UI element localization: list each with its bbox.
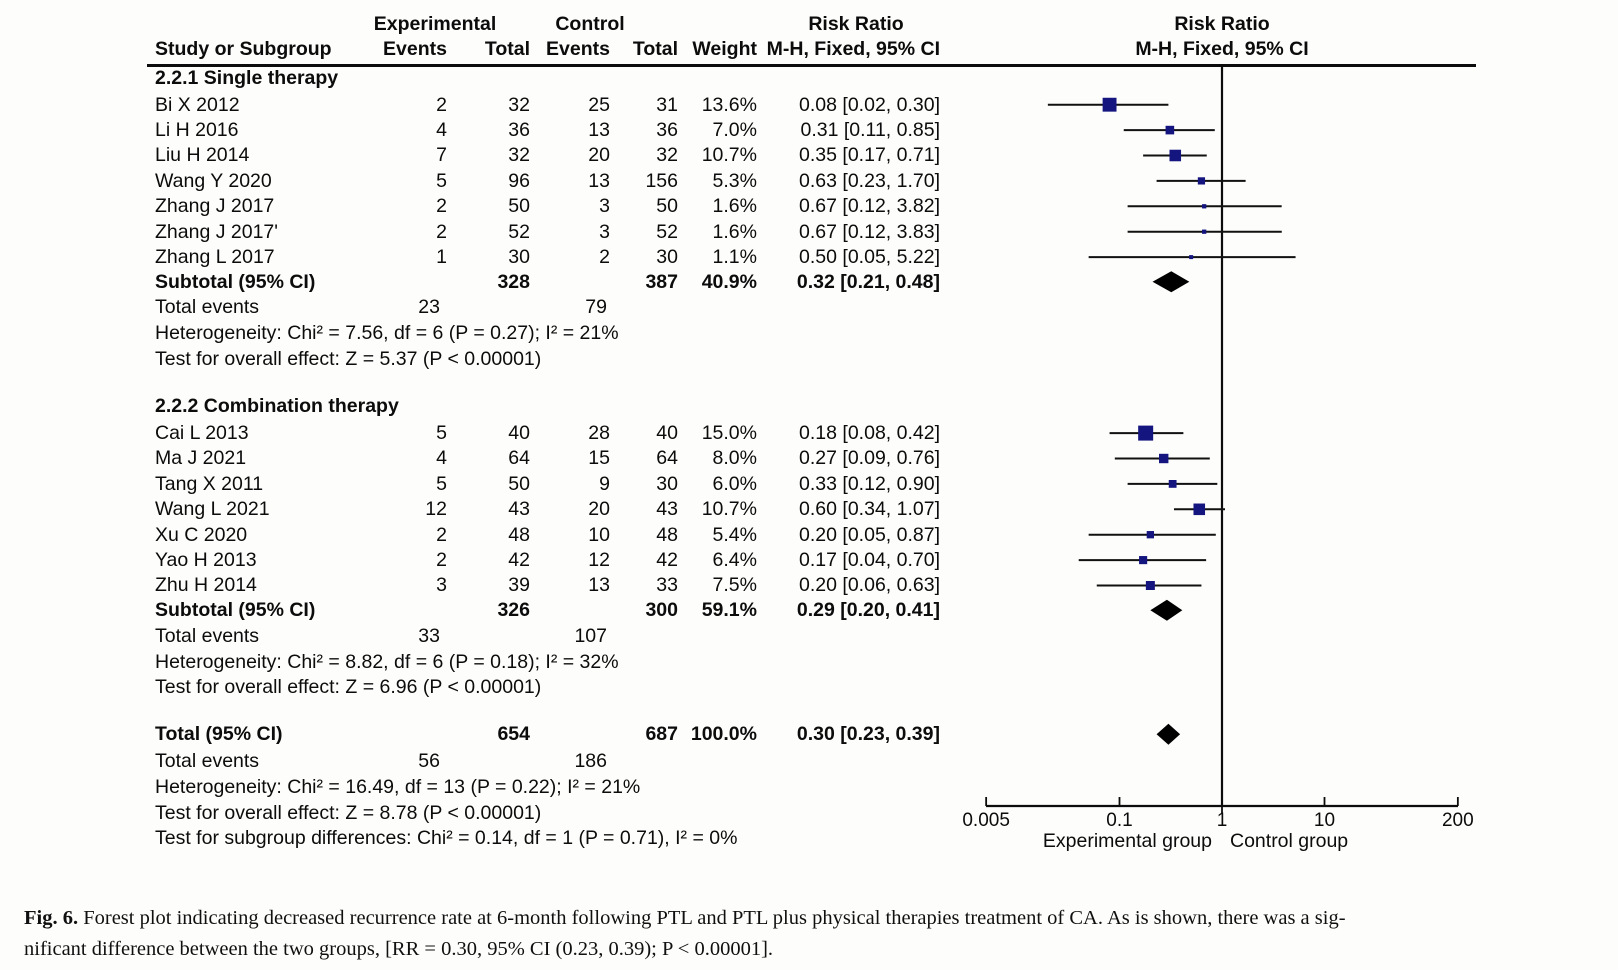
risk-ratio-cell: 0.20 [0.05, 0.87]	[799, 523, 940, 546]
ctrl-events-cell: 3	[599, 195, 610, 218]
ctrl-events-cell: 12	[588, 548, 610, 571]
ctrl-events-cell: 20	[588, 498, 610, 521]
ctrl-events-cell: 10	[588, 523, 610, 546]
exp-total-cell: 36	[508, 119, 530, 142]
risk-ratio-cell: 0.31 [0.11, 0.85]	[800, 119, 940, 142]
study-row	[0, 92, 1618, 117]
axis-label-experimental-group: Experimental group	[1042, 830, 1212, 852]
subgroup-name: 2.2.2 Combination therapy	[155, 395, 399, 418]
ctrl-total-cell: 50	[656, 195, 678, 218]
total-events-row	[0, 622, 1618, 649]
risk-ratio-cell: 0.35 [0.17, 0.71]	[799, 144, 940, 167]
study-row	[0, 143, 1618, 168]
exp-events-cell: 12	[425, 498, 447, 521]
spacer-row	[0, 371, 1618, 392]
exp-events-cell: 2	[436, 195, 447, 218]
study-label: Zhang J 2017	[155, 195, 275, 218]
exp-total-cell: 48	[508, 523, 530, 546]
plot-header-method: M-H, Fixed, 95% CI	[1135, 38, 1309, 60]
total-events-experimental: 23	[418, 296, 440, 319]
total-events-row	[0, 294, 1618, 321]
ctrl-total-cell: 64	[656, 447, 678, 470]
subgroup-name: 2.2.1 Single therapy	[155, 67, 339, 89]
exp-total-cell: 42	[508, 548, 530, 571]
exp-total-cell: 50	[508, 195, 530, 218]
weight-cell: 40.9%	[701, 270, 757, 293]
study-row	[0, 547, 1618, 572]
weight-cell: 6.4%	[712, 548, 757, 571]
study-label: Zhang J 2017'	[155, 220, 278, 243]
exp-total-cell: 32	[508, 93, 530, 116]
exp-total-cell: 328	[497, 270, 530, 293]
study-row	[0, 522, 1618, 547]
risk-ratio-cell: 0.08 [0.02, 0.30]	[799, 93, 940, 116]
weight-cell: 7.0%	[712, 119, 757, 142]
weight-cell: 100.0%	[690, 723, 757, 746]
ctrl-total-cell: 48	[656, 523, 678, 546]
exp-total-cell: 43	[508, 498, 530, 521]
exp-events-cell: 2	[436, 548, 447, 571]
axis-tick-label: 1	[1216, 810, 1228, 831]
col-header-study: Study or Subgroup	[155, 38, 332, 60]
ctrl-total-cell: 300	[645, 599, 678, 622]
ctrl-events-cell: 3	[599, 220, 610, 243]
risk-ratio-cell: 0.32 [0.21, 0.48]	[796, 270, 940, 293]
total-events-experimental: 33	[418, 624, 440, 647]
col-header-risk-ratio: Risk Ratio	[808, 13, 904, 35]
total-row	[0, 721, 1618, 748]
ctrl-total-cell: 687	[645, 723, 678, 746]
study-label: Ma J 2021	[155, 447, 247, 470]
study-row	[0, 471, 1618, 496]
study-row	[0, 497, 1618, 522]
heterogeneity-note	[0, 321, 1618, 346]
ctrl-events-cell: 13	[588, 169, 610, 192]
weight-cell: 7.5%	[712, 574, 757, 597]
study-label: Zhang L 2017	[155, 246, 275, 269]
risk-ratio-cell: 0.20 [0.06, 0.63]	[799, 574, 940, 597]
exp-total-cell: 64	[508, 447, 530, 470]
study-label: Wang L 2021	[155, 498, 270, 521]
col-header-control: Control	[555, 13, 625, 35]
figure-caption	[24, 903, 1596, 965]
risk-ratio-cell: 0.17 [0.04, 0.70]	[799, 548, 940, 571]
risk-ratio-cell: 0.29 [0.20, 0.41]	[796, 599, 940, 622]
exp-total-cell: 40	[508, 422, 530, 445]
exp-total-cell: 32	[508, 144, 530, 167]
heterogeneity-note	[0, 775, 1618, 800]
ctrl-events-cell: 9	[599, 472, 610, 495]
total-events-label: Total events	[155, 750, 260, 773]
ctrl-events-cell: 13	[588, 574, 610, 597]
weight-cell: 10.7%	[701, 144, 757, 167]
ctrl-total-cell: 42	[656, 548, 678, 571]
exp-total-cell: 52	[508, 220, 530, 243]
ctrl-total-cell: 31	[656, 93, 678, 116]
weight-cell: 10.7%	[701, 498, 757, 521]
study-row	[0, 244, 1618, 269]
overall-effect-note-text: Test for overall effect: Z = 8.78 (P < 0.00001)	[155, 801, 542, 824]
ctrl-total-cell: 32	[656, 144, 678, 167]
exp-events-cell: 1	[436, 246, 447, 269]
weight-cell: 59.1%	[701, 599, 757, 622]
exp-events-cell: 4	[436, 447, 447, 470]
weight-cell: 1.6%	[712, 195, 757, 218]
caption-line-2: nificant difference between the two groups, [RR = 0.30, 95% CI (0.23, 0.39); P < 0.00001].	[24, 937, 774, 960]
axis-tick-label: 200	[1441, 810, 1474, 831]
study-row	[0, 168, 1618, 193]
weight-cell: 6.0%	[712, 472, 757, 495]
ctrl-events-cell: 20	[588, 144, 610, 167]
study-label: Cai L 2013	[155, 422, 249, 445]
subgroup-header-row	[0, 64, 1618, 92]
weight-cell: 1.1%	[712, 246, 757, 269]
study-row	[0, 573, 1618, 598]
overall-effect-note	[0, 346, 1618, 371]
study-label: Yao H 2013	[155, 548, 257, 571]
study-label: Li H 2016	[155, 119, 239, 142]
ctrl-events-cell: 25	[588, 93, 610, 116]
exp-events-cell: 7	[436, 144, 447, 167]
col-header-exp-events: Events	[383, 38, 447, 60]
total-events-row	[0, 748, 1618, 775]
ctrl-total-cell: 52	[656, 220, 678, 243]
axis-tick-label: 0.005	[962, 810, 1010, 831]
caption-figure-label: Fig. 6.	[24, 906, 79, 929]
weight-cell: 8.0%	[712, 447, 757, 470]
risk-ratio-cell: 0.30 [0.23, 0.39]	[796, 723, 940, 746]
risk-ratio-cell: 0.18 [0.08, 0.42]	[799, 422, 940, 445]
subgroup-differences-note-text: Test for subgroup differences: Chi² = 0.14, df = 1 (P = 0.71), I² = 0%	[155, 826, 738, 849]
exp-events-cell: 3	[436, 574, 447, 597]
total-events-experimental: 56	[418, 750, 440, 773]
exp-total-cell: 326	[497, 599, 530, 622]
ctrl-total-cell: 30	[656, 472, 678, 495]
risk-ratio-cell: 0.63 [0.23, 1.70]	[799, 169, 940, 192]
ctrl-total-cell: 33	[656, 574, 678, 597]
ctrl-events-cell: 15	[588, 447, 610, 470]
weight-cell: 5.3%	[712, 169, 757, 192]
subgroup-differences-note	[0, 825, 1618, 850]
ctrl-total-cell: 156	[645, 169, 678, 192]
ctrl-events-cell: 28	[588, 422, 610, 445]
subtotal-label: Total (95% CI)	[155, 723, 283, 746]
ctrl-total-cell: 36	[656, 119, 678, 142]
col-header-weight: Weight	[692, 38, 757, 60]
exp-events-cell: 2	[436, 523, 447, 546]
exp-events-cell: 5	[436, 169, 447, 192]
heterogeneity-note-text: Heterogeneity: Chi² = 8.82, df = 6 (P = 0.18); I² = 32%	[155, 650, 619, 673]
axis-tick-label: 10	[1313, 810, 1336, 831]
study-row	[0, 420, 1618, 445]
total-events-label: Total events	[155, 624, 260, 647]
heterogeneity-note	[0, 649, 1618, 674]
risk-ratio-cell: 0.27 [0.09, 0.76]	[799, 447, 940, 470]
exp-events-cell: 2	[436, 93, 447, 116]
weight-cell: 15.0%	[701, 422, 757, 445]
risk-ratio-cell: 0.67 [0.12, 3.83]	[799, 220, 940, 243]
ctrl-total-cell: 40	[656, 422, 678, 445]
study-label: Zhu H 2014	[155, 574, 257, 597]
weight-cell: 1.6%	[712, 220, 757, 243]
risk-ratio-cell: 0.33 [0.12, 0.90]	[799, 472, 940, 495]
overall-effect-note-text: Test for overall effect: Z = 6.96 (P < 0.00001)	[155, 676, 542, 698]
spacer-row	[0, 700, 1618, 721]
risk-ratio-cell: 0.60 [0.34, 1.07]	[799, 498, 940, 521]
col-header-method: M-H, Fixed, 95% CI	[766, 38, 940, 60]
ctrl-events-cell: 13	[588, 119, 610, 142]
col-header-exp-total: Total	[484, 38, 530, 60]
total-events-control: 107	[574, 624, 607, 647]
axis-label-control-group: Control group	[1230, 830, 1349, 852]
exp-events-cell: 4	[436, 119, 447, 142]
col-header-ctrl-total: Total	[632, 38, 678, 60]
study-label: Tang X 2011	[155, 472, 264, 495]
exp-total-cell: 50	[508, 472, 530, 495]
exp-total-cell: 654	[497, 723, 530, 746]
heterogeneity-note-text: Heterogeneity: Chi² = 7.56, df = 6 (P = 0.27); I² = 21%	[155, 322, 619, 345]
risk-ratio-cell: 0.67 [0.12, 3.82]	[799, 195, 940, 218]
caption-line-1: Fig. 6. Forest plot indicating decreased recurrence rate at 6-month following PTL and PTL plus physical therapies treatment of CA. As is shown, there was a sig-	[24, 906, 1346, 929]
subtotal-row	[0, 270, 1618, 294]
total-events-label: Total events	[155, 296, 260, 319]
col-header-ctrl-events: Events	[546, 38, 610, 60]
weight-cell: 5.4%	[712, 523, 757, 546]
study-row	[0, 446, 1618, 471]
ctrl-events-cell: 2	[599, 246, 610, 269]
ctrl-total-cell: 387	[645, 270, 678, 293]
axis-tick-label: 0.1	[1106, 810, 1133, 831]
heterogeneity-note-text: Heterogeneity: Chi² = 16.49, df = 13 (P = 0.22); I² = 21%	[155, 776, 641, 799]
exp-events-cell: 5	[436, 472, 447, 495]
subgroup-header-row	[0, 392, 1618, 420]
subtotal-label: Subtotal (95% CI)	[155, 270, 316, 293]
risk-ratio-cell: 0.50 [0.05, 5.22]	[799, 246, 940, 269]
plot-header-risk-ratio: Risk Ratio	[1174, 13, 1270, 35]
weight-cell: 13.6%	[701, 93, 757, 116]
overall-effect-note	[0, 800, 1618, 825]
subtotal-row	[0, 598, 1618, 622]
ctrl-total-cell: 30	[656, 246, 678, 269]
ctrl-total-cell: 43	[656, 498, 678, 521]
overall-effect-note-text: Test for overall effect: Z = 5.37 (P < 0.00001)	[155, 347, 542, 370]
study-label: Wang Y 2020	[155, 169, 272, 192]
exp-total-cell: 96	[508, 169, 530, 192]
exp-total-cell: 39	[508, 574, 530, 597]
study-row	[0, 117, 1618, 142]
overall-effect-note	[0, 674, 1618, 699]
exp-total-cell: 30	[508, 246, 530, 269]
subtotal-label: Subtotal (95% CI)	[155, 599, 316, 622]
study-label: Liu H 2014	[155, 144, 250, 167]
forest-table-rows	[0, 64, 1618, 851]
study-label: Xu C 2020	[155, 523, 248, 546]
study-row	[0, 194, 1618, 219]
total-events-control: 79	[585, 296, 607, 319]
study-label: Bi X 2012	[155, 93, 240, 116]
col-header-experimental: Experimental	[373, 13, 497, 35]
study-row	[0, 219, 1618, 244]
exp-events-cell: 5	[436, 422, 447, 445]
exp-events-cell: 2	[436, 220, 447, 243]
total-events-control: 186	[574, 750, 607, 773]
